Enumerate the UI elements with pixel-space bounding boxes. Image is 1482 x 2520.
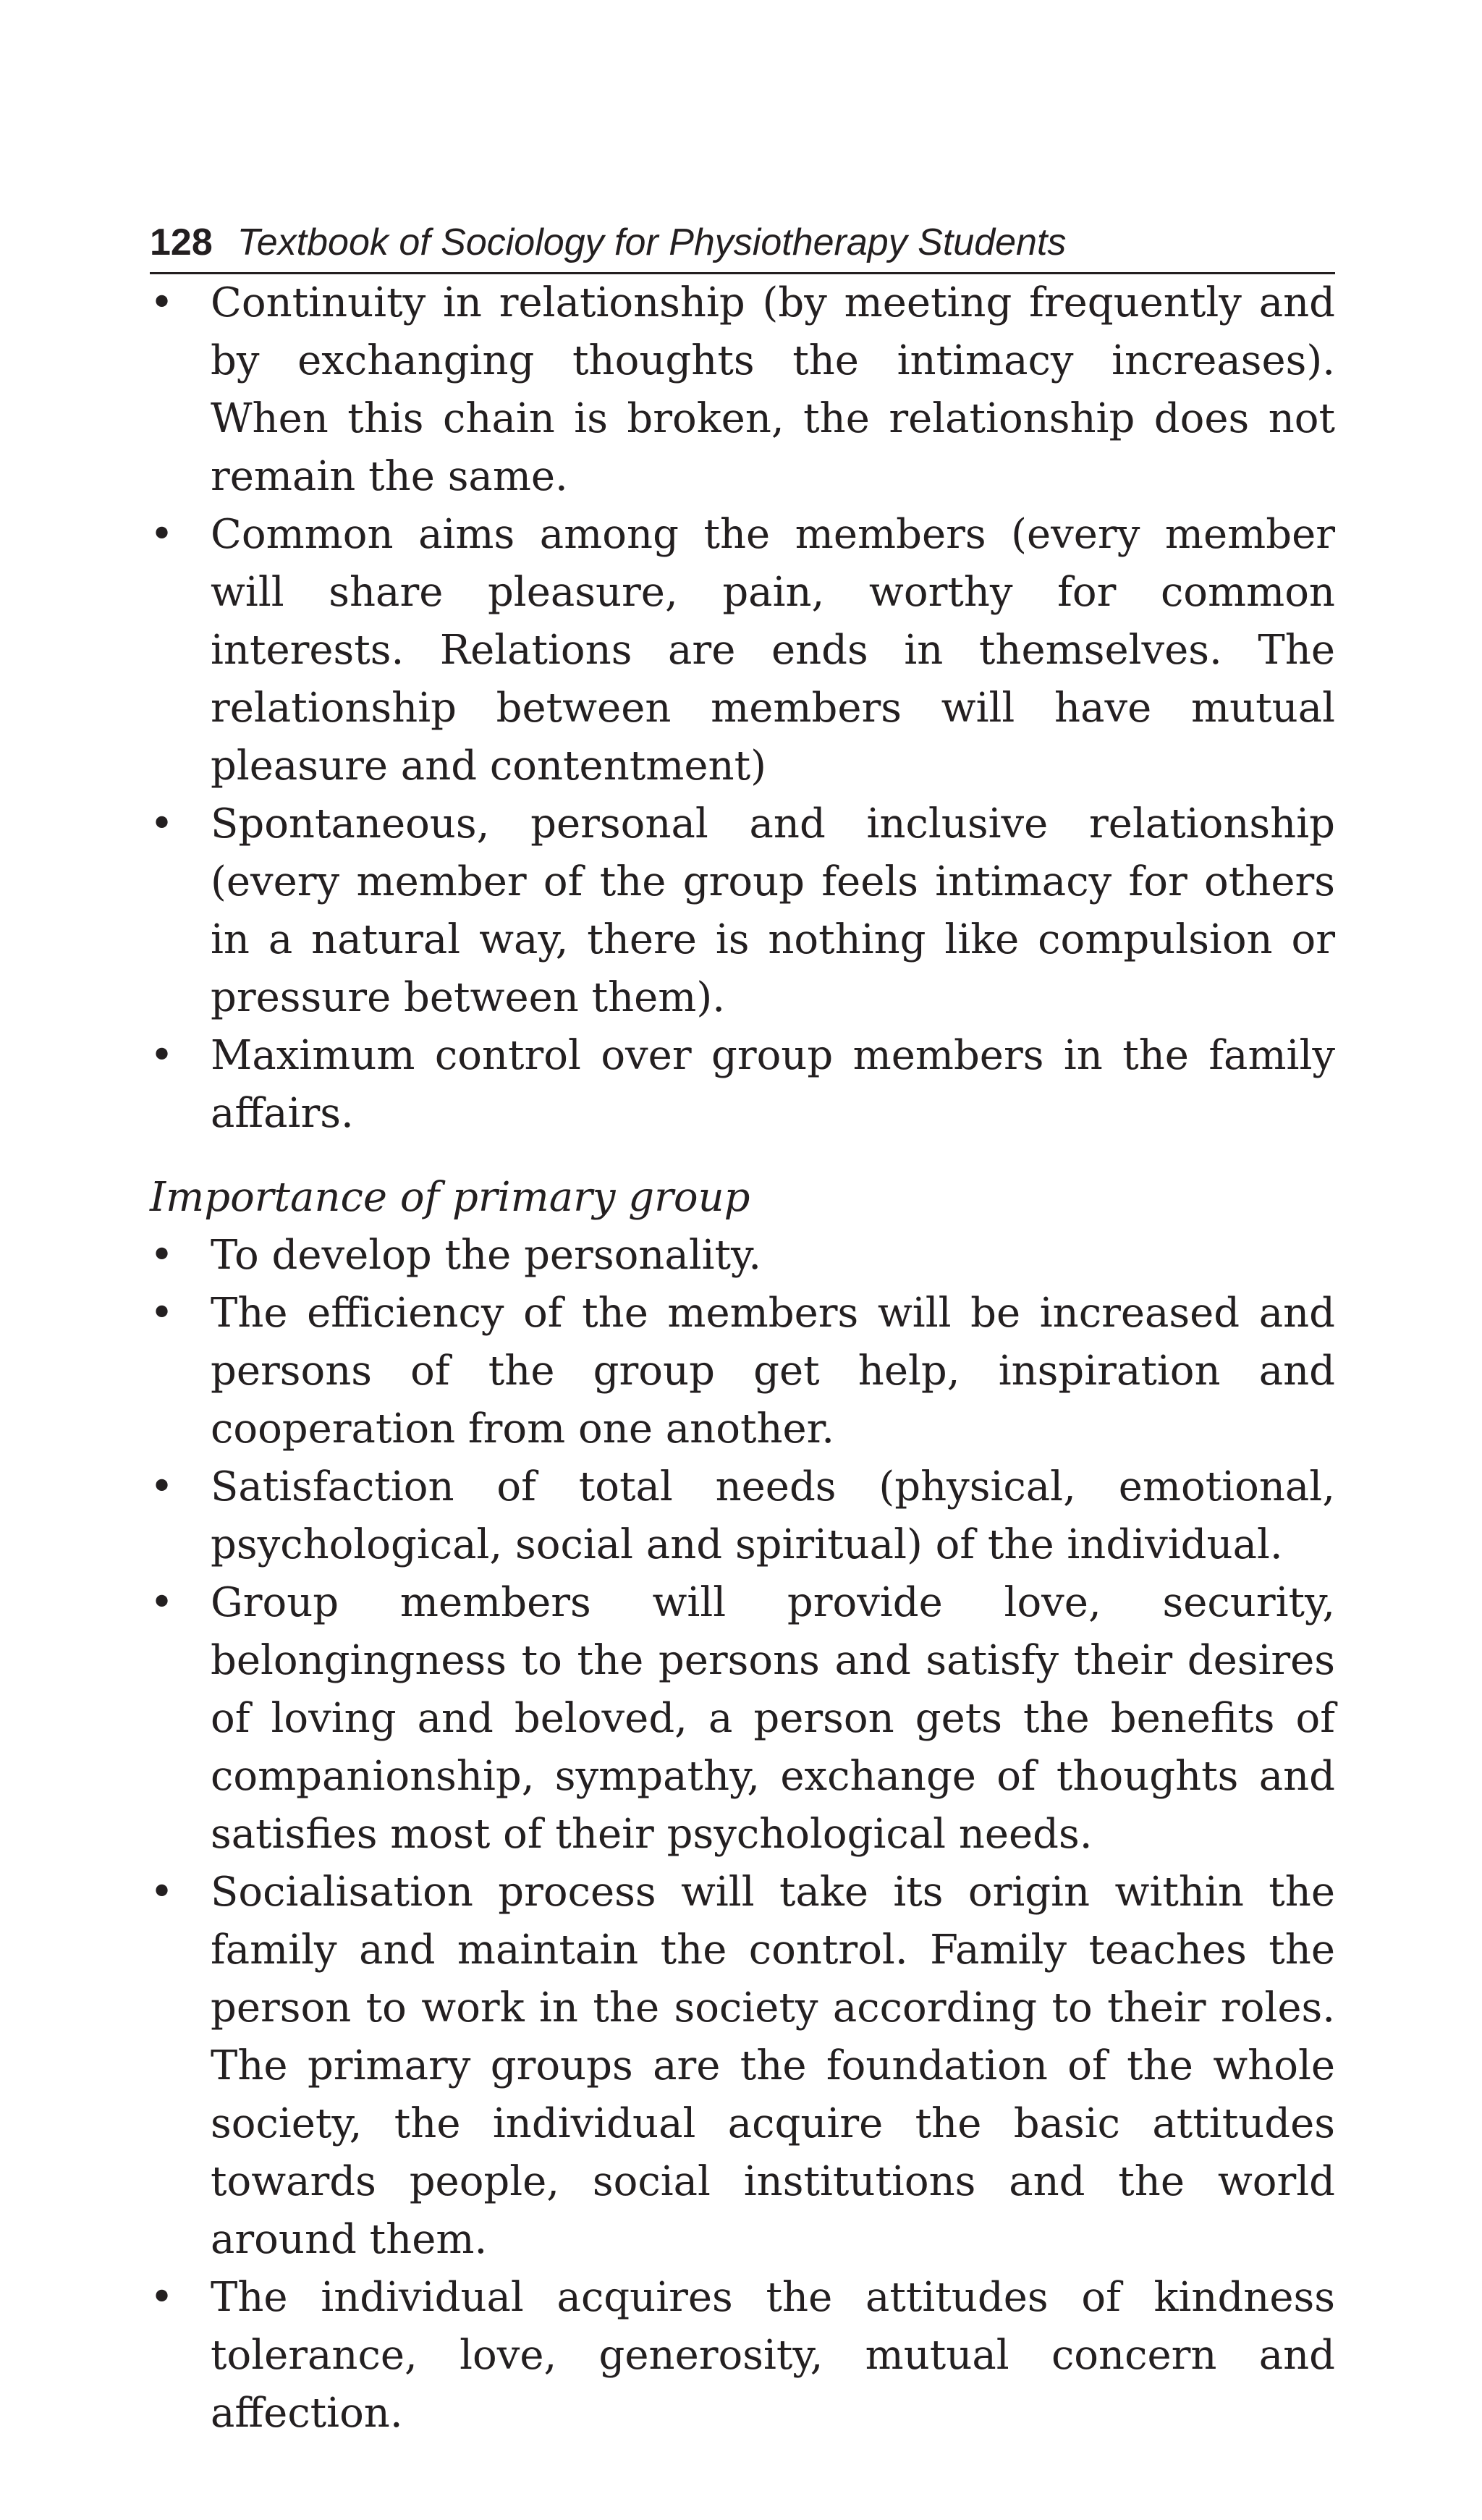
bullet-icon: • xyxy=(150,1579,174,1626)
list-item xyxy=(150,1458,1335,1574)
list-item xyxy=(150,1227,1335,1285)
bullet-icon: • xyxy=(150,511,174,558)
list-item-text: Socialisation process will take its origin within the family and maintain the control. Family teaches the person to work in the society according to their roles. The primary groups are the foundation of the whole society, the individual acquire the basic attitudes towards people, social institutions and the world around them. xyxy=(211,1869,1335,2263)
list-item xyxy=(150,274,1335,506)
list-item xyxy=(150,1864,1335,2269)
bullet-icon: • xyxy=(150,2274,174,2321)
list-item xyxy=(150,506,1335,795)
list-item-text: Group members will provide love, security, belongingness to the persons and satisfy their desires of loving and beloved, a person gets the benefits of companionship, sympathy, exchange of thoughts and satisfies most of their psychological needs. xyxy=(211,1579,1335,1858)
list-item-text: The efficiency of the members will be increased and persons of the group get help, inspiration and cooperation from one another. xyxy=(211,1290,1335,1453)
primary-group-importance-list xyxy=(150,1227,1335,2443)
list-item xyxy=(150,1027,1335,1143)
primary-group-characteristics-list xyxy=(150,274,1335,1143)
bullet-icon: • xyxy=(150,800,174,847)
list-item xyxy=(150,795,1335,1027)
list-item-text: Common aims among the members (every member will share pleasure, pain, worthy for common interests. Relations are ends in themselves. The relationship between members will have mutual pleasure and contentment) xyxy=(211,511,1335,790)
list-item-text: Spontaneous, personal and inclusive relationship (every member of the group feels intimacy for others in a natural way, there is nothing like compulsion or pressure between them). xyxy=(211,800,1335,1021)
list-item xyxy=(150,2269,1335,2443)
bullet-icon: • xyxy=(150,1232,174,1279)
bullet-icon: • xyxy=(150,1869,174,1916)
list-item xyxy=(150,1285,1335,1458)
list-item xyxy=(150,1574,1335,1864)
book-title: Textbook of Sociology for Physiotherapy Students xyxy=(237,221,1067,263)
list-item-text: Maximum control over group members in the family affairs. xyxy=(211,1032,1335,1137)
bullet-icon: • xyxy=(150,1463,174,1510)
list-item-text: Continuity in relationship (by meeting frequently and by exchanging thoughts the intimacy increases). When this chain is broken, the relationship does not remain the same. xyxy=(211,279,1335,500)
section-heading-importance: Importance of primary group xyxy=(150,1174,750,1221)
list-item-text: Satisfaction of total needs (physical, emotional, psychological, social and spiritual) of the individual. xyxy=(211,1463,1335,1568)
list-item-text: To develop the personality. xyxy=(211,1232,762,1279)
list-item-text: The individual acquires the attitudes of kindness tolerance, love, generosity, mutual concern and affection. xyxy=(211,2274,1335,2437)
bullet-icon: • xyxy=(150,1032,174,1079)
bullet-icon: • xyxy=(150,279,174,326)
book-page xyxy=(150,217,1335,2443)
page-number: 128 xyxy=(150,221,213,263)
running-head xyxy=(150,217,1335,274)
bullet-icon: • xyxy=(150,1290,174,1337)
